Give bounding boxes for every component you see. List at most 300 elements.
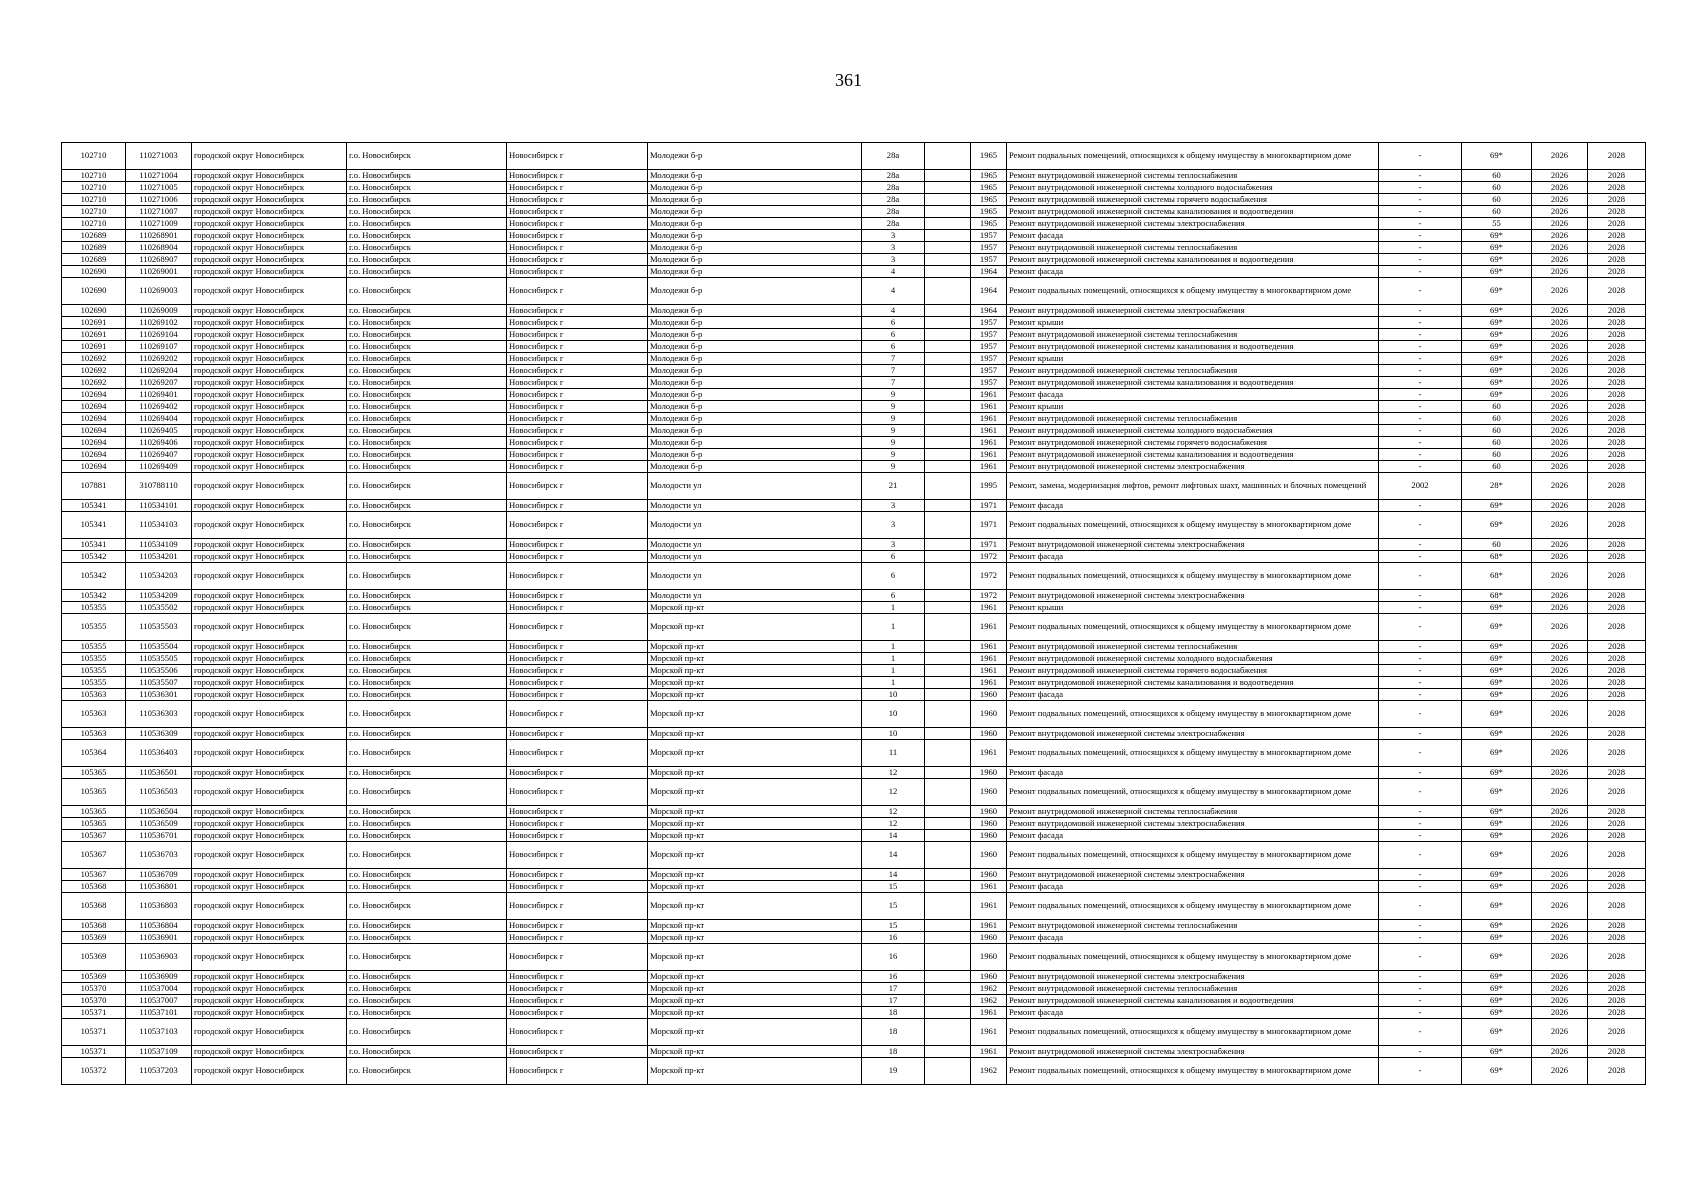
cell-municipality: городской округ Новосибирск xyxy=(192,590,347,602)
cell-plan-start-year: 2026 xyxy=(1532,1046,1588,1058)
cell-plan-start-year: 2026 xyxy=(1532,1007,1588,1019)
cell-build-year: 1960 xyxy=(971,830,1007,842)
cell-work-id: 310788110 xyxy=(126,473,192,500)
cell-building-letter xyxy=(925,254,971,266)
cell-plan-start-year: 2026 xyxy=(1532,512,1588,539)
cell-municipality: городской округ Новосибирск xyxy=(192,602,347,614)
cell-street: Молодости ул xyxy=(648,500,862,512)
cell-plan-end-year: 2028 xyxy=(1588,473,1646,500)
cell-municipality: городской округ Новосибирск xyxy=(192,653,347,665)
cell-municipal-entity: г.о. Новосибирск xyxy=(347,206,507,218)
cell-settlement: Новосибирск г xyxy=(507,473,648,500)
cell-house-id: 105363 xyxy=(62,728,126,740)
cell-municipal-entity: г.о. Новосибирск xyxy=(347,500,507,512)
cell-last-repair-year: - xyxy=(1379,551,1462,563)
cell-building-letter xyxy=(925,614,971,641)
cell-street: Молодости ул xyxy=(648,590,862,602)
cell-house-id: 105341 xyxy=(62,539,126,551)
cell-work-id: 110536504 xyxy=(126,806,192,818)
cell-wear-percent: 69* xyxy=(1462,830,1532,842)
table-row xyxy=(62,842,1646,869)
cell-street: Молодежи б-р xyxy=(648,389,862,401)
cell-settlement: Новосибирск г xyxy=(507,563,648,590)
cell-house-id: 105368 xyxy=(62,893,126,920)
cell-build-year: 1961 xyxy=(971,881,1007,893)
cell-wear-percent: 69* xyxy=(1462,143,1532,170)
table-row xyxy=(62,413,1646,425)
cell-wear-percent: 69* xyxy=(1462,317,1532,329)
cell-work-id: 110269207 xyxy=(126,377,192,389)
cell-plan-end-year: 2028 xyxy=(1588,425,1646,437)
cell-municipal-entity: г.о. Новосибирск xyxy=(347,401,507,413)
cell-municipal-entity: г.о. Новосибирск xyxy=(347,677,507,689)
cell-work-id: 110269102 xyxy=(126,317,192,329)
cell-street: Морской пр-кт xyxy=(648,614,862,641)
cell-last-repair-year: - xyxy=(1379,1007,1462,1019)
cell-house-id: 105355 xyxy=(62,602,126,614)
cell-street: Молодости ул xyxy=(648,563,862,590)
cell-house-number: 21 xyxy=(862,473,925,500)
cell-building-letter xyxy=(925,779,971,806)
cell-plan-start-year: 2026 xyxy=(1532,539,1588,551)
cell-build-year: 1960 xyxy=(971,701,1007,728)
cell-street: Молодежи б-р xyxy=(648,377,862,389)
cell-building-letter xyxy=(925,353,971,365)
cell-wear-percent: 60 xyxy=(1462,401,1532,413)
cell-build-year: 1961 xyxy=(971,1007,1007,1019)
cell-plan-end-year: 2028 xyxy=(1588,254,1646,266)
cell-build-year: 1957 xyxy=(971,365,1007,377)
cell-build-year: 1965 xyxy=(971,206,1007,218)
cell-plan-end-year: 2028 xyxy=(1588,920,1646,932)
cell-plan-end-year: 2028 xyxy=(1588,818,1646,830)
repair-register-table xyxy=(61,142,1646,1085)
cell-street: Молодежи б-р xyxy=(648,437,862,449)
cell-wear-percent: 69* xyxy=(1462,779,1532,806)
cell-house-number: 9 xyxy=(862,437,925,449)
cell-work-type: Ремонт внутридомовой инженерной системы канализования и водоотведения xyxy=(1007,995,1379,1007)
cell-house-number: 1 xyxy=(862,602,925,614)
cell-plan-start-year: 2026 xyxy=(1532,653,1588,665)
cell-build-year: 1962 xyxy=(971,983,1007,995)
cell-work-type: Ремонт фасада xyxy=(1007,230,1379,242)
cell-plan-start-year: 2026 xyxy=(1532,170,1588,182)
cell-wear-percent: 60 xyxy=(1462,461,1532,473)
table-row xyxy=(62,266,1646,278)
cell-house-id: 105365 xyxy=(62,806,126,818)
cell-house-number: 1 xyxy=(862,641,925,653)
cell-wear-percent: 69* xyxy=(1462,701,1532,728)
cell-plan-end-year: 2028 xyxy=(1588,539,1646,551)
cell-municipality: городской округ Новосибирск xyxy=(192,242,347,254)
cell-plan-end-year: 2028 xyxy=(1588,1046,1646,1058)
table-row xyxy=(62,971,1646,983)
cell-last-repair-year: - xyxy=(1379,689,1462,701)
cell-work-type: Ремонт подвальных помещений, относящихся к общему имуществу в многоквартирном доме xyxy=(1007,512,1379,539)
cell-plan-start-year: 2026 xyxy=(1532,893,1588,920)
cell-house-id: 105369 xyxy=(62,944,126,971)
cell-plan-end-year: 2028 xyxy=(1588,641,1646,653)
cell-work-id: 110535507 xyxy=(126,677,192,689)
cell-plan-start-year: 2026 xyxy=(1532,830,1588,842)
cell-plan-start-year: 2026 xyxy=(1532,425,1588,437)
cell-municipal-entity: г.о. Новосибирск xyxy=(347,143,507,170)
cell-work-type: Ремонт внутридомовой инженерной системы теплоснабжения xyxy=(1007,806,1379,818)
cell-house-number: 9 xyxy=(862,401,925,413)
cell-plan-start-year: 2026 xyxy=(1532,779,1588,806)
cell-municipality: городской округ Новосибирск xyxy=(192,614,347,641)
cell-plan-start-year: 2026 xyxy=(1532,701,1588,728)
cell-municipal-entity: г.о. Новосибирск xyxy=(347,539,507,551)
cell-building-letter xyxy=(925,278,971,305)
cell-building-letter xyxy=(925,995,971,1007)
cell-house-id: 102692 xyxy=(62,377,126,389)
cell-work-type: Ремонт подвальных помещений, относящихся к общему имуществу в многоквартирном доме xyxy=(1007,701,1379,728)
cell-plan-start-year: 2026 xyxy=(1532,317,1588,329)
cell-house-number: 3 xyxy=(862,242,925,254)
cell-building-letter xyxy=(925,944,971,971)
cell-municipal-entity: г.о. Новосибирск xyxy=(347,473,507,500)
cell-last-repair-year: - xyxy=(1379,218,1462,230)
cell-municipal-entity: г.о. Новосибирск xyxy=(347,449,507,461)
cell-settlement: Новосибирск г xyxy=(507,551,648,563)
cell-house-id: 102710 xyxy=(62,170,126,182)
cell-settlement: Новосибирск г xyxy=(507,641,648,653)
cell-plan-end-year: 2028 xyxy=(1588,182,1646,194)
cell-build-year: 1960 xyxy=(971,971,1007,983)
cell-house-number: 3 xyxy=(862,512,925,539)
cell-work-type: Ремонт подвальных помещений, относящихся к общему имуществу в многоквартирном доме xyxy=(1007,278,1379,305)
table-row xyxy=(62,365,1646,377)
cell-street: Морской пр-кт xyxy=(648,701,862,728)
cell-build-year: 1971 xyxy=(971,512,1007,539)
cell-work-id: 110269009 xyxy=(126,305,192,317)
cell-house-id: 105371 xyxy=(62,1019,126,1046)
cell-last-repair-year: - xyxy=(1379,677,1462,689)
cell-build-year: 1972 xyxy=(971,563,1007,590)
cell-plan-start-year: 2026 xyxy=(1532,218,1588,230)
cell-work-type: Ремонт фасада xyxy=(1007,881,1379,893)
cell-street: Морской пр-кт xyxy=(648,779,862,806)
cell-municipality: городской округ Новосибирск xyxy=(192,461,347,473)
cell-municipality: городской округ Новосибирск xyxy=(192,995,347,1007)
cell-plan-start-year: 2026 xyxy=(1532,182,1588,194)
cell-wear-percent: 69* xyxy=(1462,806,1532,818)
cell-work-id: 110534201 xyxy=(126,551,192,563)
cell-house-id: 102710 xyxy=(62,182,126,194)
cell-build-year: 1965 xyxy=(971,194,1007,206)
cell-street: Молодежи б-р xyxy=(648,317,862,329)
cell-street: Морской пр-кт xyxy=(648,944,862,971)
cell-build-year: 1972 xyxy=(971,551,1007,563)
cell-street: Молодости ул xyxy=(648,473,862,500)
cell-settlement: Новосибирск г xyxy=(507,806,648,818)
cell-last-repair-year: - xyxy=(1379,317,1462,329)
cell-settlement: Новосибирск г xyxy=(507,1058,648,1085)
cell-municipal-entity: г.о. Новосибирск xyxy=(347,830,507,842)
cell-work-type: Ремонт подвальных помещений, относящихся к общему имуществу в многоквартирном доме xyxy=(1007,143,1379,170)
cell-plan-start-year: 2026 xyxy=(1532,728,1588,740)
cell-municipal-entity: г.о. Новосибирск xyxy=(347,266,507,278)
cell-settlement: Новосибирск г xyxy=(507,944,648,971)
cell-house-number: 6 xyxy=(862,563,925,590)
cell-municipality: городской округ Новосибирск xyxy=(192,983,347,995)
cell-work-id: 110536909 xyxy=(126,971,192,983)
cell-street: Морской пр-кт xyxy=(648,641,862,653)
cell-work-type: Ремонт крыши xyxy=(1007,317,1379,329)
table-row xyxy=(62,614,1646,641)
cell-street: Морской пр-кт xyxy=(648,1046,862,1058)
cell-municipality: городской округ Новосибирск xyxy=(192,329,347,341)
cell-settlement: Новосибирск г xyxy=(507,869,648,881)
cell-street: Молодежи б-р xyxy=(648,278,862,305)
cell-plan-end-year: 2028 xyxy=(1588,377,1646,389)
cell-last-repair-year: - xyxy=(1379,701,1462,728)
cell-wear-percent: 69* xyxy=(1462,1058,1532,1085)
cell-municipal-entity: г.о. Новосибирск xyxy=(347,614,507,641)
cell-work-type: Ремонт крыши xyxy=(1007,602,1379,614)
cell-last-repair-year: - xyxy=(1379,182,1462,194)
cell-last-repair-year: - xyxy=(1379,971,1462,983)
cell-municipality: городской округ Новосибирск xyxy=(192,767,347,779)
cell-building-letter xyxy=(925,1046,971,1058)
cell-build-year: 1962 xyxy=(971,995,1007,1007)
cell-plan-start-year: 2026 xyxy=(1532,143,1588,170)
cell-street: Морской пр-кт xyxy=(648,818,862,830)
cell-house-id: 105369 xyxy=(62,932,126,944)
cell-house-number: 17 xyxy=(862,995,925,1007)
cell-house-number: 18 xyxy=(862,1019,925,1046)
cell-last-repair-year: - xyxy=(1379,563,1462,590)
cell-municipality: городской округ Новосибирск xyxy=(192,932,347,944)
cell-plan-start-year: 2026 xyxy=(1532,437,1588,449)
cell-build-year: 1961 xyxy=(971,653,1007,665)
cell-last-repair-year: - xyxy=(1379,1046,1462,1058)
cell-plan-start-year: 2026 xyxy=(1532,365,1588,377)
cell-settlement: Новосибирск г xyxy=(507,539,648,551)
cell-house-number: 6 xyxy=(862,590,925,602)
cell-plan-start-year: 2026 xyxy=(1532,818,1588,830)
cell-wear-percent: 69* xyxy=(1462,365,1532,377)
cell-work-type: Ремонт внутридомовой инженерной системы холодного водоснабжения xyxy=(1007,653,1379,665)
cell-build-year: 1965 xyxy=(971,218,1007,230)
cell-wear-percent: 60 xyxy=(1462,170,1532,182)
cell-build-year: 1971 xyxy=(971,500,1007,512)
cell-house-id: 105365 xyxy=(62,767,126,779)
cell-street: Молодежи б-р xyxy=(648,170,862,182)
cell-work-id: 110537103 xyxy=(126,1019,192,1046)
cell-municipal-entity: г.о. Новосибирск xyxy=(347,194,507,206)
cell-municipality: городской округ Новосибирск xyxy=(192,641,347,653)
cell-house-id: 102710 xyxy=(62,143,126,170)
cell-plan-end-year: 2028 xyxy=(1588,206,1646,218)
cell-building-letter xyxy=(925,869,971,881)
cell-municipal-entity: г.о. Новосибирск xyxy=(347,512,507,539)
cell-building-letter xyxy=(925,437,971,449)
cell-settlement: Новосибирск г xyxy=(507,893,648,920)
cell-house-id: 105368 xyxy=(62,920,126,932)
cell-house-number: 15 xyxy=(862,920,925,932)
cell-house-id: 102691 xyxy=(62,329,126,341)
cell-plan-end-year: 2028 xyxy=(1588,653,1646,665)
cell-work-id: 110536701 xyxy=(126,830,192,842)
cell-last-repair-year: - xyxy=(1379,614,1462,641)
cell-building-letter xyxy=(925,1019,971,1046)
cell-house-id: 105371 xyxy=(62,1046,126,1058)
cell-house-number: 3 xyxy=(862,500,925,512)
cell-municipality: городской округ Новосибирск xyxy=(192,728,347,740)
cell-settlement: Новосибирск г xyxy=(507,437,648,449)
cell-house-id: 102694 xyxy=(62,389,126,401)
cell-plan-start-year: 2026 xyxy=(1532,932,1588,944)
cell-settlement: Новосибирск г xyxy=(507,143,648,170)
cell-building-letter xyxy=(925,512,971,539)
cell-settlement: Новосибирск г xyxy=(507,242,648,254)
cell-build-year: 1961 xyxy=(971,677,1007,689)
table-row xyxy=(62,539,1646,551)
cell-build-year: 1961 xyxy=(971,1019,1007,1046)
cell-settlement: Новосибирск г xyxy=(507,425,648,437)
cell-build-year: 1961 xyxy=(971,641,1007,653)
cell-building-letter xyxy=(925,551,971,563)
cell-plan-start-year: 2026 xyxy=(1532,206,1588,218)
cell-work-id: 110536801 xyxy=(126,881,192,893)
cell-plan-end-year: 2028 xyxy=(1588,689,1646,701)
cell-work-id: 110536303 xyxy=(126,701,192,728)
cell-plan-end-year: 2028 xyxy=(1588,971,1646,983)
cell-settlement: Новосибирск г xyxy=(507,305,648,317)
cell-settlement: Новосибирск г xyxy=(507,767,648,779)
cell-plan-start-year: 2026 xyxy=(1532,920,1588,932)
cell-work-id: 110271005 xyxy=(126,182,192,194)
cell-plan-end-year: 2028 xyxy=(1588,365,1646,377)
cell-last-repair-year: - xyxy=(1379,740,1462,767)
cell-plan-start-year: 2026 xyxy=(1532,551,1588,563)
cell-municipality: городской округ Новосибирск xyxy=(192,551,347,563)
cell-plan-end-year: 2028 xyxy=(1588,329,1646,341)
cell-municipal-entity: г.о. Новосибирск xyxy=(347,995,507,1007)
cell-house-number: 16 xyxy=(862,971,925,983)
cell-street: Молодежи б-р xyxy=(648,425,862,437)
table-row xyxy=(62,932,1646,944)
cell-house-number: 14 xyxy=(862,869,925,881)
cell-street: Морской пр-кт xyxy=(648,767,862,779)
cell-wear-percent: 60 xyxy=(1462,539,1532,551)
cell-build-year: 1965 xyxy=(971,170,1007,182)
cell-house-id: 105363 xyxy=(62,701,126,728)
cell-house-number: 18 xyxy=(862,1046,925,1058)
cell-work-type: Ремонт внутридомовой инженерной системы горячего водоснабжения xyxy=(1007,194,1379,206)
cell-work-type: Ремонт внутридомовой инженерной системы холодного водоснабжения xyxy=(1007,182,1379,194)
cell-plan-end-year: 2028 xyxy=(1588,512,1646,539)
table-row xyxy=(62,317,1646,329)
cell-street: Морской пр-кт xyxy=(648,893,862,920)
cell-plan-end-year: 2028 xyxy=(1588,242,1646,254)
cell-house-id: 105365 xyxy=(62,779,126,806)
cell-settlement: Новосибирск г xyxy=(507,689,648,701)
cell-municipality: городской округ Новосибирск xyxy=(192,449,347,461)
cell-municipal-entity: г.о. Новосибирск xyxy=(347,653,507,665)
cell-work-type: Ремонт внутридомовой инженерной системы электроснабжения xyxy=(1007,461,1379,473)
table-row xyxy=(62,893,1646,920)
table-row xyxy=(62,230,1646,242)
cell-build-year: 1960 xyxy=(971,932,1007,944)
cell-building-letter xyxy=(925,194,971,206)
cell-municipal-entity: г.о. Новосибирск xyxy=(347,944,507,971)
cell-house-id: 102690 xyxy=(62,305,126,317)
cell-plan-end-year: 2028 xyxy=(1588,1007,1646,1019)
cell-house-id: 102692 xyxy=(62,353,126,365)
cell-work-id: 110536501 xyxy=(126,767,192,779)
cell-house-number: 28а xyxy=(862,170,925,182)
cell-plan-end-year: 2028 xyxy=(1588,143,1646,170)
cell-work-type: Ремонт внутридомовой инженерной системы горячего водоснабжения xyxy=(1007,437,1379,449)
cell-municipal-entity: г.о. Новосибирск xyxy=(347,983,507,995)
cell-work-id: 110534103 xyxy=(126,512,192,539)
cell-work-id: 110271009 xyxy=(126,218,192,230)
cell-plan-start-year: 2026 xyxy=(1532,461,1588,473)
cell-build-year: 1960 xyxy=(971,944,1007,971)
cell-work-type: Ремонт подвальных помещений, относящихся к общему имуществу в многоквартирном доме xyxy=(1007,563,1379,590)
cell-last-repair-year: - xyxy=(1379,653,1462,665)
cell-plan-end-year: 2028 xyxy=(1588,602,1646,614)
cell-municipal-entity: г.о. Новосибирск xyxy=(347,590,507,602)
cell-municipal-entity: г.о. Новосибирск xyxy=(347,413,507,425)
cell-work-type: Ремонт внутридомовой инженерной системы канализования и водоотведения xyxy=(1007,341,1379,353)
cell-municipality: городской округ Новосибирск xyxy=(192,278,347,305)
cell-plan-end-year: 2028 xyxy=(1588,944,1646,971)
cell-house-id: 105371 xyxy=(62,1007,126,1019)
cell-street: Морской пр-кт xyxy=(648,971,862,983)
cell-last-repair-year: - xyxy=(1379,1019,1462,1046)
cell-house-number: 19 xyxy=(862,1058,925,1085)
cell-build-year: 1961 xyxy=(971,389,1007,401)
cell-building-letter xyxy=(925,740,971,767)
cell-work-type: Ремонт внутридомовой инженерной системы электроснабжения xyxy=(1007,590,1379,602)
cell-house-number: 1 xyxy=(862,677,925,689)
cell-building-letter xyxy=(925,266,971,278)
cell-municipal-entity: г.о. Новосибирск xyxy=(347,806,507,818)
cell-house-number: 3 xyxy=(862,230,925,242)
cell-house-number: 3 xyxy=(862,254,925,266)
cell-work-id: 110534109 xyxy=(126,539,192,551)
cell-wear-percent: 60 xyxy=(1462,182,1532,194)
cell-plan-start-year: 2026 xyxy=(1532,944,1588,971)
cell-house-number: 9 xyxy=(862,425,925,437)
cell-plan-end-year: 2028 xyxy=(1588,278,1646,305)
cell-wear-percent: 69* xyxy=(1462,689,1532,701)
cell-house-id: 102689 xyxy=(62,254,126,266)
cell-settlement: Новосибирск г xyxy=(507,932,648,944)
cell-municipality: городской округ Новосибирск xyxy=(192,677,347,689)
cell-plan-start-year: 2026 xyxy=(1532,740,1588,767)
cell-plan-start-year: 2026 xyxy=(1532,278,1588,305)
cell-wear-percent: 69* xyxy=(1462,242,1532,254)
cell-plan-start-year: 2026 xyxy=(1532,305,1588,317)
cell-plan-start-year: 2026 xyxy=(1532,401,1588,413)
cell-plan-end-year: 2028 xyxy=(1588,728,1646,740)
table-row xyxy=(62,305,1646,317)
cell-municipal-entity: г.о. Новосибирск xyxy=(347,920,507,932)
cell-last-repair-year: - xyxy=(1379,206,1462,218)
cell-settlement: Новосибирск г xyxy=(507,995,648,1007)
cell-last-repair-year: - xyxy=(1379,512,1462,539)
cell-last-repair-year: - xyxy=(1379,539,1462,551)
cell-house-id: 105342 xyxy=(62,563,126,590)
cell-house-id: 102694 xyxy=(62,401,126,413)
cell-building-letter xyxy=(925,665,971,677)
cell-last-repair-year: - xyxy=(1379,779,1462,806)
